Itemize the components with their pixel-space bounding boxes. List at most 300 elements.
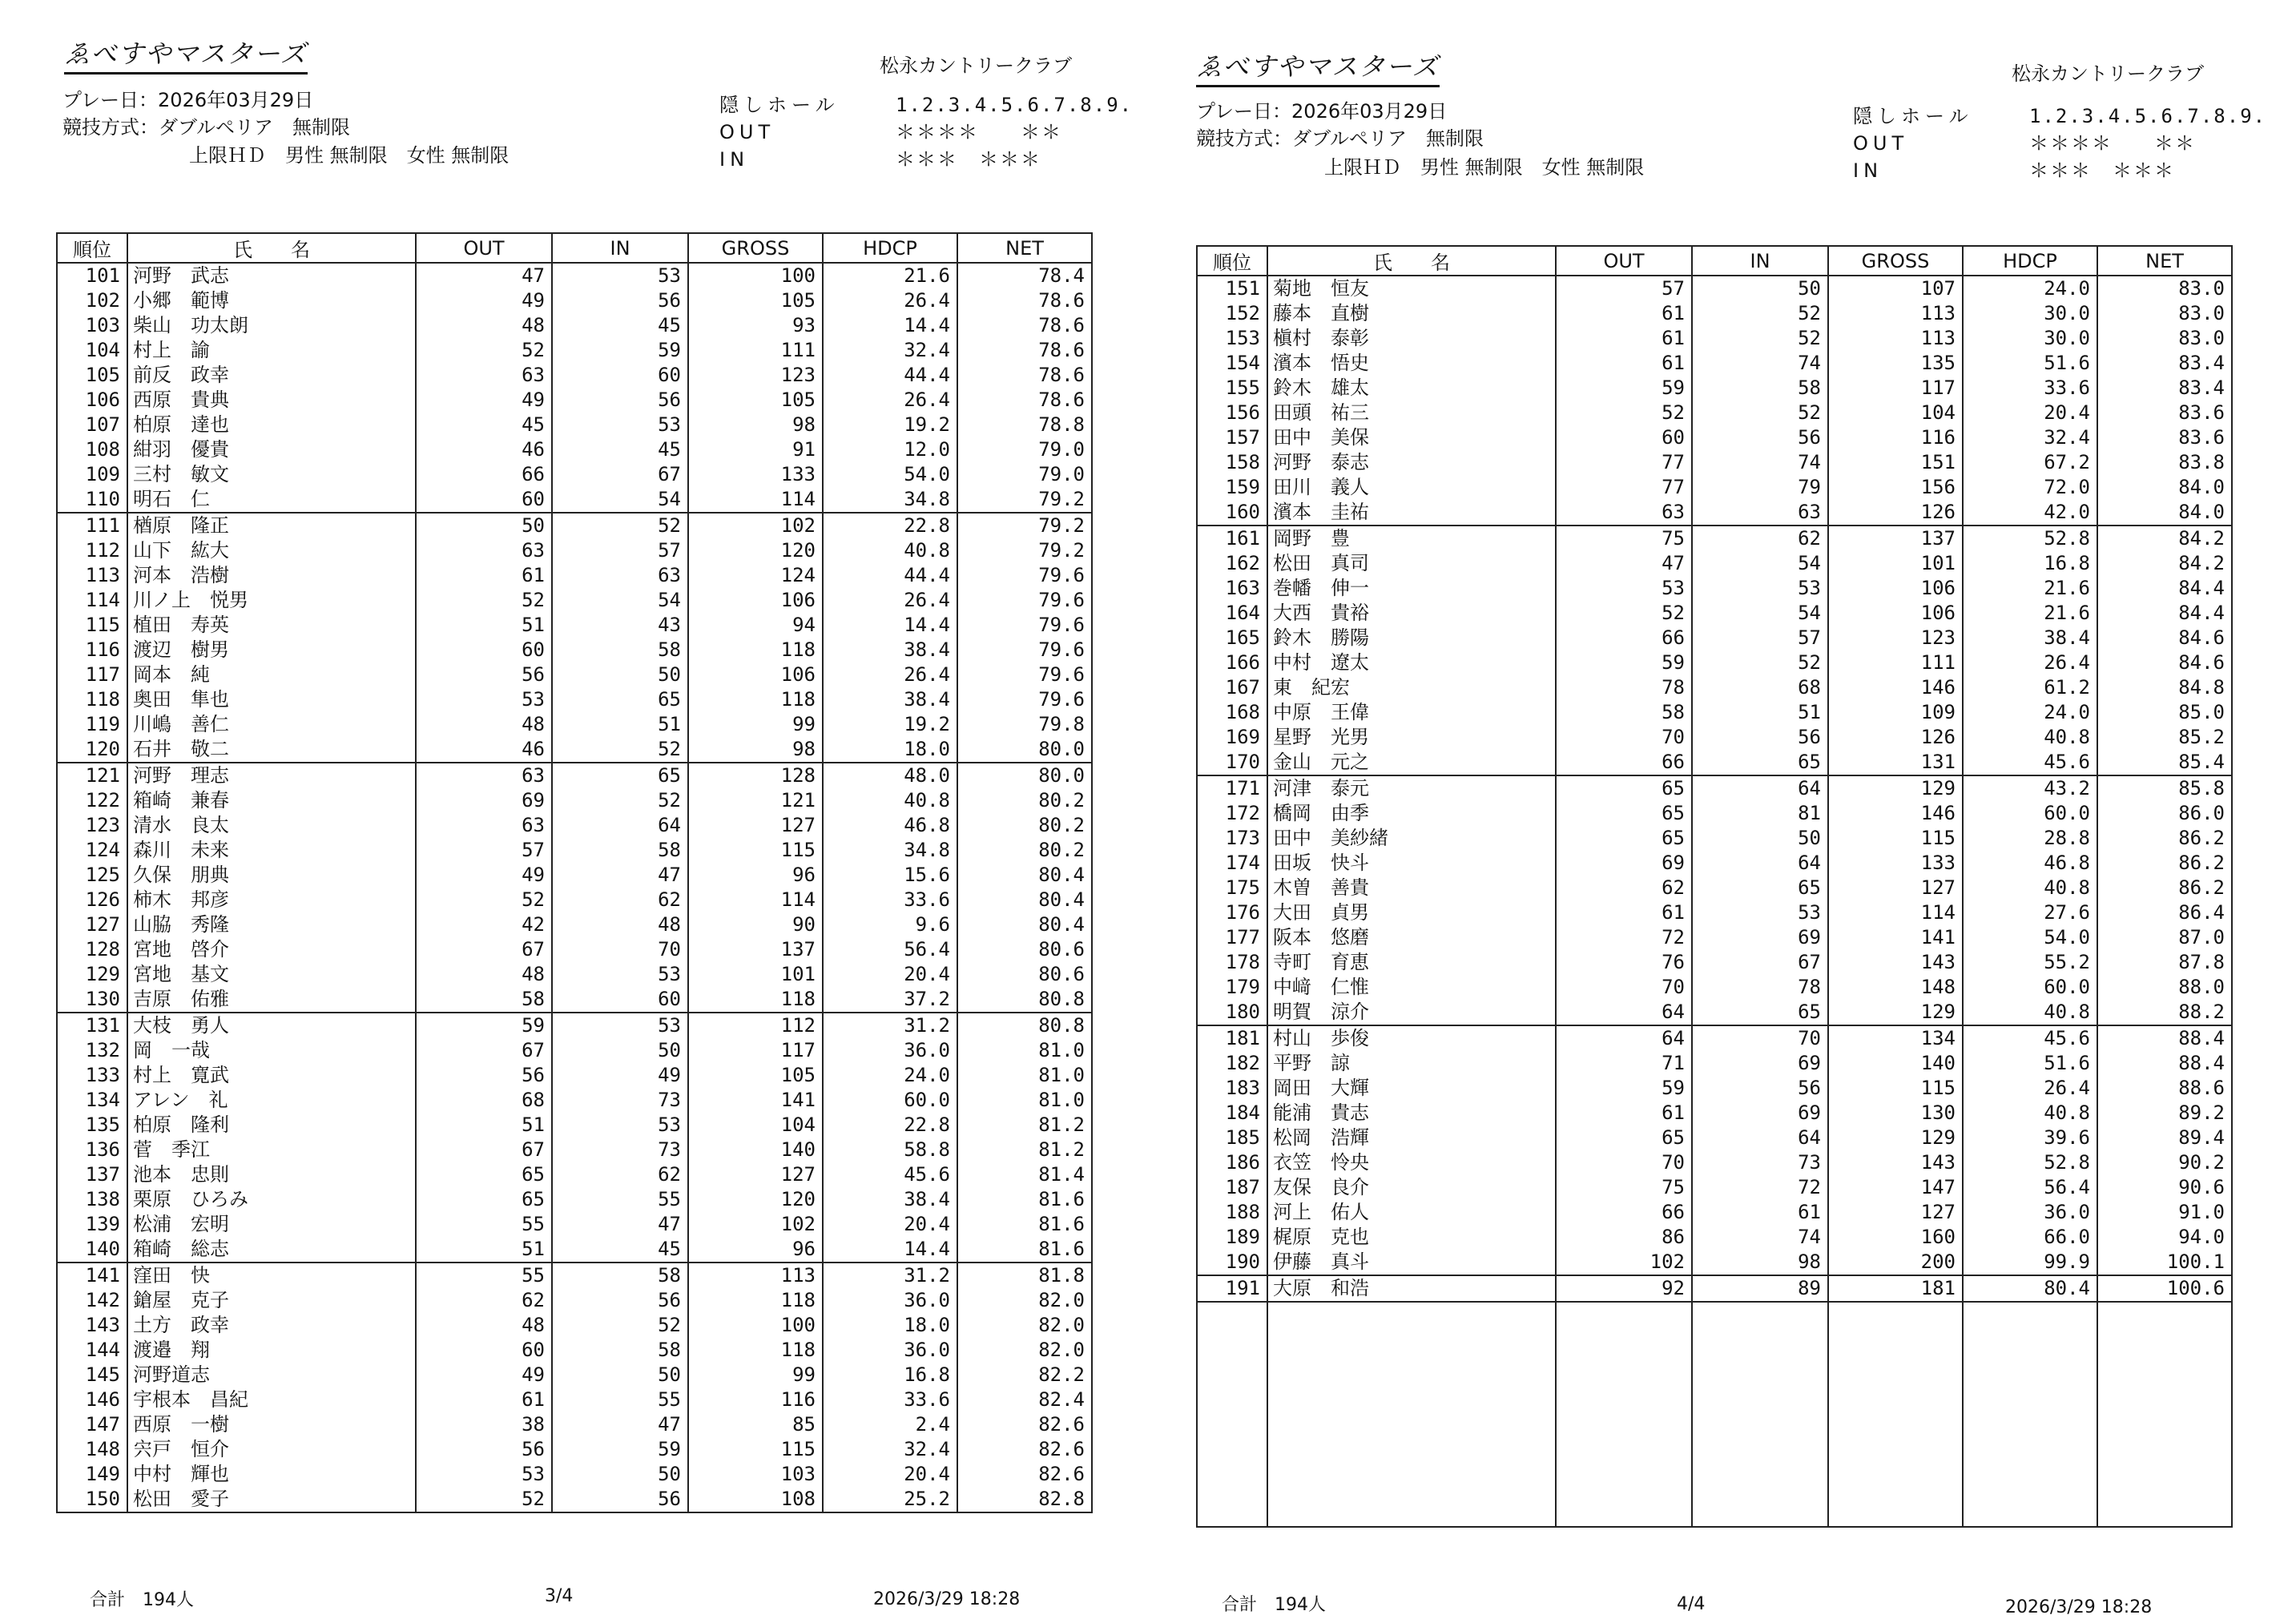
table-row bbox=[57, 712, 1092, 737]
name-cell: 箱崎 兼春 bbox=[127, 788, 416, 813]
rank-cell: 110 bbox=[57, 487, 127, 513]
gross-cell: 109 bbox=[1828, 700, 1963, 725]
name-cell: 小郷 範博 bbox=[127, 288, 416, 313]
name-cell: 松岡 浩輝 bbox=[1267, 1126, 1556, 1150]
rank-cell: 179 bbox=[1197, 975, 1267, 1000]
in-cell: 56 bbox=[552, 288, 688, 313]
out-cell: 57 bbox=[416, 838, 552, 863]
net-cell: 81.0 bbox=[957, 1038, 1092, 1063]
empty-cell bbox=[1692, 1327, 1828, 1352]
table-row bbox=[57, 1013, 1092, 1038]
gross-cell: 116 bbox=[688, 1387, 823, 1412]
net-cell: 83.0 bbox=[2097, 301, 2232, 326]
rank-cell: 152 bbox=[1197, 301, 1267, 326]
in-cell: 63 bbox=[552, 563, 688, 588]
net-cell: 78.4 bbox=[957, 263, 1092, 288]
gross-cell: 137 bbox=[688, 937, 823, 962]
out-cell: 47 bbox=[1556, 551, 1692, 576]
gross-cell: 120 bbox=[688, 1187, 823, 1212]
out-cell: 63 bbox=[1556, 500, 1692, 526]
rank-cell: 127 bbox=[57, 912, 127, 937]
competition-format: 競技方式：ダブルペリア 無制限 bbox=[62, 116, 351, 139]
col-out: OUT bbox=[1556, 246, 1692, 276]
out-cell: 61 bbox=[1556, 326, 1692, 351]
rank-cell: 102 bbox=[57, 288, 127, 313]
gross-cell: 113 bbox=[1828, 326, 1963, 351]
hidden-holes-value: 1.2.3.4.5.6.7.8.9. bbox=[2029, 105, 2267, 127]
name-cell: 河野 武志 bbox=[127, 263, 416, 288]
out-cell: 78 bbox=[1556, 675, 1692, 700]
net-cell: 84.4 bbox=[2097, 601, 2232, 626]
rank-cell: 190 bbox=[1197, 1250, 1267, 1275]
gross-cell: 106 bbox=[1828, 576, 1963, 601]
hdcp-cell: 19.2 bbox=[823, 712, 957, 737]
net-cell: 91.0 bbox=[2097, 1200, 2232, 1225]
hdcp-cell: 22.8 bbox=[823, 1113, 957, 1138]
net-cell: 90.6 bbox=[2097, 1175, 2232, 1200]
out-cell: 61 bbox=[1556, 301, 1692, 326]
name-cell: 大田 貞男 bbox=[1267, 900, 1556, 925]
out-cell: 102 bbox=[1556, 1250, 1692, 1275]
table-row bbox=[1197, 376, 2232, 401]
rank-cell: 182 bbox=[1197, 1051, 1267, 1076]
table-row bbox=[57, 513, 1092, 538]
hdcp-cell: 25.2 bbox=[823, 1487, 957, 1512]
net-cell: 84.2 bbox=[2097, 526, 2232, 551]
out-cell: 61 bbox=[416, 563, 552, 588]
table-row bbox=[1197, 351, 2232, 376]
table-row bbox=[57, 662, 1092, 687]
empty-cell bbox=[1828, 1452, 1963, 1476]
gross-cell: 115 bbox=[688, 1437, 823, 1462]
in-cell: 62 bbox=[1692, 526, 1828, 551]
rank-cell: 136 bbox=[57, 1138, 127, 1162]
hdcp-cell: 60.0 bbox=[823, 1088, 957, 1113]
empty-cell bbox=[1692, 1302, 1828, 1327]
net-cell: 84.6 bbox=[2097, 650, 2232, 675]
hdcp-cell: 32.4 bbox=[823, 1437, 957, 1462]
gross-cell: 118 bbox=[688, 1288, 823, 1313]
out-cell: 56 bbox=[416, 662, 552, 687]
name-cell: 河野 理志 bbox=[127, 763, 416, 788]
out-cell: 49 bbox=[416, 1363, 552, 1387]
net-cell: 86.4 bbox=[2097, 900, 2232, 925]
table-row bbox=[57, 788, 1092, 813]
rank-cell: 176 bbox=[1197, 900, 1267, 925]
hdcp-cell: 33.6 bbox=[823, 888, 957, 912]
in-cell: 65 bbox=[1692, 876, 1828, 900]
hdcp-cell: 45.6 bbox=[1963, 750, 2097, 775]
net-cell: 80.4 bbox=[957, 888, 1092, 912]
hdcp-cell: 34.8 bbox=[823, 838, 957, 863]
out-cell: 76 bbox=[1556, 950, 1692, 975]
empty-cell bbox=[1267, 1452, 1556, 1476]
rank-cell: 107 bbox=[57, 413, 127, 437]
out-cell: 53 bbox=[416, 1462, 552, 1487]
hdcp-cell: 40.8 bbox=[1963, 725, 2097, 750]
in-cell: 56 bbox=[1692, 425, 1828, 450]
rank-cell: 120 bbox=[57, 737, 127, 763]
in-cell: 52 bbox=[1692, 326, 1828, 351]
net-cell: 80.0 bbox=[957, 763, 1092, 788]
in-cell: 89 bbox=[1692, 1275, 1828, 1302]
table-row bbox=[1197, 1025, 2232, 1051]
hdcp-cell: 45.6 bbox=[1963, 1025, 2097, 1051]
net-cell: 79.6 bbox=[957, 638, 1092, 662]
rank-cell: 139 bbox=[57, 1212, 127, 1237]
name-cell: 宮地 啓介 bbox=[127, 937, 416, 962]
name-cell: 川ノ上 悦男 bbox=[127, 588, 416, 613]
in-cell: 50 bbox=[1692, 276, 1828, 301]
name-cell: 岡 一哉 bbox=[127, 1038, 416, 1063]
out-cell: 64 bbox=[1556, 1025, 1692, 1051]
net-cell: 79.8 bbox=[957, 712, 1092, 737]
out-cell: 61 bbox=[416, 1387, 552, 1412]
gross-cell: 114 bbox=[1828, 900, 1963, 925]
table-row bbox=[57, 687, 1092, 712]
name-cell: 紺羽 優貴 bbox=[127, 437, 416, 462]
net-cell: 80.6 bbox=[957, 937, 1092, 962]
net-cell: 82.0 bbox=[957, 1288, 1092, 1313]
empty-cell bbox=[1692, 1452, 1828, 1476]
name-cell: 松田 愛子 bbox=[127, 1487, 416, 1512]
net-cell: 79.6 bbox=[957, 662, 1092, 687]
hdcp-cell: 16.8 bbox=[1963, 551, 2097, 576]
rank-cell: 166 bbox=[1197, 650, 1267, 675]
name-cell: 山脇 秀隆 bbox=[127, 912, 416, 937]
table-row bbox=[57, 363, 1092, 388]
gross-cell: 115 bbox=[1828, 826, 1963, 851]
in-cell: 65 bbox=[552, 763, 688, 788]
in-cell: 64 bbox=[552, 813, 688, 838]
hdcp-cell: 18.0 bbox=[823, 737, 957, 763]
in-cell: 78 bbox=[1692, 975, 1828, 1000]
name-cell: 土方 政幸 bbox=[127, 1313, 416, 1338]
net-cell: 82.6 bbox=[957, 1437, 1092, 1462]
gross-cell: 131 bbox=[1828, 750, 1963, 775]
table-row bbox=[1197, 1275, 2232, 1302]
in-cell: 50 bbox=[1692, 826, 1828, 851]
empty-cell bbox=[1197, 1427, 1267, 1452]
net-cell: 80.4 bbox=[957, 863, 1092, 888]
rank-cell: 129 bbox=[57, 962, 127, 987]
name-cell: 平野 諒 bbox=[1267, 1051, 1556, 1076]
in-cell: 56 bbox=[1692, 725, 1828, 750]
in-cell: 65 bbox=[552, 687, 688, 712]
table-row bbox=[1197, 475, 2232, 500]
name-cell: 中﨑 仁惟 bbox=[1267, 975, 1556, 1000]
table-row bbox=[57, 413, 1092, 437]
empty-row bbox=[1197, 1327, 2232, 1352]
gross-cell: 118 bbox=[688, 687, 823, 712]
table-row bbox=[57, 1237, 1092, 1263]
name-cell: 濱本 悟史 bbox=[1267, 351, 1556, 376]
gross-cell: 102 bbox=[688, 513, 823, 538]
gross-cell: 98 bbox=[688, 737, 823, 763]
net-cell: 83.0 bbox=[2097, 326, 2232, 351]
out-cell: 65 bbox=[1556, 826, 1692, 851]
name-cell: 池本 忠則 bbox=[127, 1162, 416, 1187]
rank-cell: 163 bbox=[1197, 576, 1267, 601]
net-cell: 85.0 bbox=[2097, 700, 2232, 725]
net-cell: 84.4 bbox=[2097, 576, 2232, 601]
club-name: 松永カントリークラブ bbox=[880, 54, 1072, 77]
rank-cell: 137 bbox=[57, 1162, 127, 1187]
out-cell: 60 bbox=[416, 487, 552, 513]
in-cell: 52 bbox=[552, 513, 688, 538]
name-cell: 楢原 隆正 bbox=[127, 513, 416, 538]
gross-cell: 105 bbox=[688, 288, 823, 313]
gross-cell: 130 bbox=[1828, 1101, 1963, 1126]
col-rank: 順位 bbox=[1197, 246, 1267, 276]
net-cell: 81.0 bbox=[957, 1063, 1092, 1088]
table-row bbox=[1197, 1101, 2232, 1126]
out-cell: 65 bbox=[416, 1187, 552, 1212]
rank-cell: 123 bbox=[57, 813, 127, 838]
table-row bbox=[1197, 675, 2232, 700]
out-cell: 60 bbox=[416, 1338, 552, 1363]
out-cell: 66 bbox=[1556, 626, 1692, 650]
table-row bbox=[1197, 1175, 2232, 1200]
in-cell: 53 bbox=[552, 413, 688, 437]
rank-cell: 117 bbox=[57, 662, 127, 687]
rank-cell: 186 bbox=[1197, 1150, 1267, 1175]
empty-cell bbox=[1556, 1452, 1692, 1476]
name-cell: 中村 遼太 bbox=[1267, 650, 1556, 675]
col-net: NET bbox=[957, 233, 1092, 263]
empty-cell bbox=[1963, 1377, 2097, 1402]
out-cell: 52 bbox=[416, 588, 552, 613]
gross-cell: 123 bbox=[688, 363, 823, 388]
in-cell: 70 bbox=[1692, 1025, 1828, 1051]
club-name: 松永カントリークラブ bbox=[2012, 62, 2204, 85]
in-cell: 52 bbox=[1692, 650, 1828, 675]
net-cell: 85.4 bbox=[2097, 750, 2232, 775]
hdcp-cell: 38.4 bbox=[823, 687, 957, 712]
gross-cell: 113 bbox=[688, 1263, 823, 1288]
name-cell: 山下 紘大 bbox=[127, 538, 416, 563]
empty-cell bbox=[1556, 1476, 1692, 1501]
out-cell: 68 bbox=[416, 1088, 552, 1113]
name-cell: 槇村 泰彰 bbox=[1267, 326, 1556, 351]
rank-cell: 153 bbox=[1197, 326, 1267, 351]
out-cell: 52 bbox=[416, 1487, 552, 1512]
table-row bbox=[57, 1187, 1092, 1212]
out-cell: 51 bbox=[416, 1237, 552, 1263]
name-cell: 橋岡 由季 bbox=[1267, 801, 1556, 826]
table-row bbox=[1197, 425, 2232, 450]
net-cell: 78.6 bbox=[957, 338, 1092, 363]
gross-cell: 103 bbox=[688, 1462, 823, 1487]
name-cell: 三村 敏文 bbox=[127, 462, 416, 487]
hdcp-cell: 21.6 bbox=[1963, 576, 2097, 601]
name-cell: 菊地 恒友 bbox=[1267, 276, 1556, 301]
gross-cell: 102 bbox=[688, 1212, 823, 1237]
name-cell: 田頭 祐三 bbox=[1267, 401, 1556, 425]
empty-cell bbox=[1197, 1452, 1267, 1476]
table-row bbox=[1197, 326, 2232, 351]
table-row bbox=[1197, 1000, 2232, 1025]
hdcp-cell: 26.4 bbox=[1963, 1076, 2097, 1101]
gross-cell: 143 bbox=[1828, 950, 1963, 975]
gross-cell: 104 bbox=[688, 1113, 823, 1138]
name-cell: 柏原 隆利 bbox=[127, 1113, 416, 1138]
hdcp-cell: 26.4 bbox=[823, 288, 957, 313]
rank-cell: 143 bbox=[57, 1313, 127, 1338]
net-cell: 83.6 bbox=[2097, 401, 2232, 425]
name-cell: 栗原 ひろみ bbox=[127, 1187, 416, 1212]
hdcp-cell: 14.4 bbox=[823, 313, 957, 338]
out-cell: 77 bbox=[1556, 450, 1692, 475]
table-row bbox=[57, 1288, 1092, 1313]
empty-cell bbox=[1556, 1377, 1692, 1402]
gross-cell: 111 bbox=[688, 338, 823, 363]
gross-cell: 120 bbox=[688, 538, 823, 563]
empty-cell bbox=[1963, 1427, 2097, 1452]
empty-cell bbox=[1267, 1352, 1556, 1377]
rank-cell: 157 bbox=[1197, 425, 1267, 450]
in-cell: 73 bbox=[552, 1088, 688, 1113]
empty-cell bbox=[2097, 1327, 2232, 1352]
out-cell: 63 bbox=[416, 538, 552, 563]
hdcp-cell: 44.4 bbox=[823, 563, 957, 588]
rank-cell: 101 bbox=[57, 263, 127, 288]
out-cell: 65 bbox=[1556, 1126, 1692, 1150]
in-cell: 43 bbox=[552, 613, 688, 638]
net-cell: 79.0 bbox=[957, 462, 1092, 487]
gross-cell: 126 bbox=[1828, 500, 1963, 526]
in-cell: 47 bbox=[552, 1412, 688, 1437]
out-cell: 61 bbox=[1556, 351, 1692, 376]
name-cell: 河本 浩樹 bbox=[127, 563, 416, 588]
net-cell: 83.4 bbox=[2097, 376, 2232, 401]
rank-cell: 162 bbox=[1197, 551, 1267, 576]
page-number: 4/4 bbox=[1677, 1594, 1706, 1614]
handicap-limit: 上限ＨＤ 男性 無制限 女性 無制限 bbox=[189, 144, 510, 167]
name-cell: 寺町 育恵 bbox=[1267, 950, 1556, 975]
name-cell: 巻幡 伸一 bbox=[1267, 576, 1556, 601]
net-cell: 80.2 bbox=[957, 813, 1092, 838]
hdcp-cell: 22.8 bbox=[823, 513, 957, 538]
name-cell: 植田 寿英 bbox=[127, 613, 416, 638]
out-cell: 65 bbox=[1556, 801, 1692, 826]
gross-cell: 160 bbox=[1828, 1225, 1963, 1250]
empty-cell bbox=[2097, 1402, 2232, 1427]
net-cell: 79.6 bbox=[957, 588, 1092, 613]
table-row bbox=[57, 1387, 1092, 1412]
out-cell: 63 bbox=[416, 763, 552, 788]
gross-cell: 156 bbox=[1828, 475, 1963, 500]
out-label: OUT bbox=[1853, 132, 1909, 155]
gross-cell: 143 bbox=[1828, 1150, 1963, 1175]
table-row bbox=[1197, 526, 2232, 551]
gross-cell: 133 bbox=[1828, 851, 1963, 876]
net-cell: 80.2 bbox=[957, 838, 1092, 863]
net-cell: 78.6 bbox=[957, 313, 1092, 338]
empty-cell bbox=[1963, 1302, 2097, 1327]
name-cell: 宮地 基文 bbox=[127, 962, 416, 987]
empty-cell bbox=[2097, 1476, 2232, 1501]
name-cell: 東 紀宏 bbox=[1267, 675, 1556, 700]
net-cell: 85.2 bbox=[2097, 725, 2232, 750]
hdcp-cell: 27.6 bbox=[1963, 900, 2097, 925]
net-cell: 81.2 bbox=[957, 1113, 1092, 1138]
out-cell: 59 bbox=[1556, 1076, 1692, 1101]
out-cell: 53 bbox=[416, 687, 552, 712]
gross-cell: 115 bbox=[1828, 1076, 1963, 1101]
name-cell: 箱崎 総志 bbox=[127, 1237, 416, 1263]
col-in: IN bbox=[1692, 246, 1828, 276]
out-cell: 70 bbox=[1556, 1150, 1692, 1175]
in-cell: 58 bbox=[552, 1338, 688, 1363]
rank-cell: 104 bbox=[57, 338, 127, 363]
rank-cell: 161 bbox=[1197, 526, 1267, 551]
name-cell: 阪本 悠磨 bbox=[1267, 925, 1556, 950]
out-cell: 65 bbox=[1556, 775, 1692, 801]
net-cell: 86.2 bbox=[2097, 826, 2232, 851]
empty-cell bbox=[1692, 1476, 1828, 1501]
empty-cell bbox=[1556, 1327, 1692, 1352]
table-row bbox=[57, 888, 1092, 912]
out-cell: 38 bbox=[416, 1412, 552, 1437]
empty-cell bbox=[1692, 1352, 1828, 1377]
out-cell: 61 bbox=[1556, 900, 1692, 925]
in-cell: 53 bbox=[1692, 900, 1828, 925]
empty-cell bbox=[1963, 1327, 2097, 1352]
out-cell: 60 bbox=[416, 638, 552, 662]
rank-cell: 105 bbox=[57, 363, 127, 388]
empty-cell bbox=[1828, 1427, 1963, 1452]
gross-cell: 127 bbox=[1828, 876, 1963, 900]
net-cell: 81.0 bbox=[957, 1088, 1092, 1113]
out-cell: 63 bbox=[416, 813, 552, 838]
empty-cell bbox=[1267, 1402, 1556, 1427]
name-cell: 村上 諭 bbox=[127, 338, 416, 363]
out-cell: 70 bbox=[1556, 975, 1692, 1000]
in-cell: 52 bbox=[1692, 301, 1828, 326]
hdcp-cell: 31.2 bbox=[823, 1013, 957, 1038]
gross-cell: 99 bbox=[688, 712, 823, 737]
table-row bbox=[1197, 900, 2232, 925]
hdcp-cell: 37.2 bbox=[823, 987, 957, 1013]
rank-cell: 140 bbox=[57, 1237, 127, 1263]
results-table bbox=[1196, 245, 2233, 1528]
out-cell: 64 bbox=[1556, 1000, 1692, 1025]
out-cell: 57 bbox=[1556, 276, 1692, 301]
rank-cell: 183 bbox=[1197, 1076, 1267, 1101]
hdcp-cell: 99.9 bbox=[1963, 1250, 2097, 1275]
table-row bbox=[57, 1412, 1092, 1437]
rank-cell: 148 bbox=[57, 1437, 127, 1462]
hdcp-cell: 34.8 bbox=[823, 487, 957, 513]
hidden-holes-block bbox=[1853, 103, 2266, 184]
gross-cell: 141 bbox=[1828, 925, 1963, 950]
name-cell: 河野道志 bbox=[127, 1363, 416, 1387]
empty-row bbox=[1197, 1352, 2232, 1377]
table-row bbox=[57, 1487, 1092, 1512]
handicap-limit: 上限ＨＤ 男性 無制限 女性 無制限 bbox=[1324, 156, 1645, 179]
net-cell: 87.8 bbox=[2097, 950, 2232, 975]
empty-cell bbox=[2097, 1352, 2232, 1377]
hdcp-cell: 40.8 bbox=[1963, 1101, 2097, 1126]
name-cell: 松田 真司 bbox=[1267, 551, 1556, 576]
hdcp-cell: 19.2 bbox=[823, 413, 957, 437]
hdcp-cell: 15.6 bbox=[823, 863, 957, 888]
table-row bbox=[57, 638, 1092, 662]
hdcp-cell: 24.0 bbox=[1963, 276, 2097, 301]
gross-cell: 118 bbox=[688, 638, 823, 662]
empty-cell bbox=[1197, 1476, 1267, 1501]
